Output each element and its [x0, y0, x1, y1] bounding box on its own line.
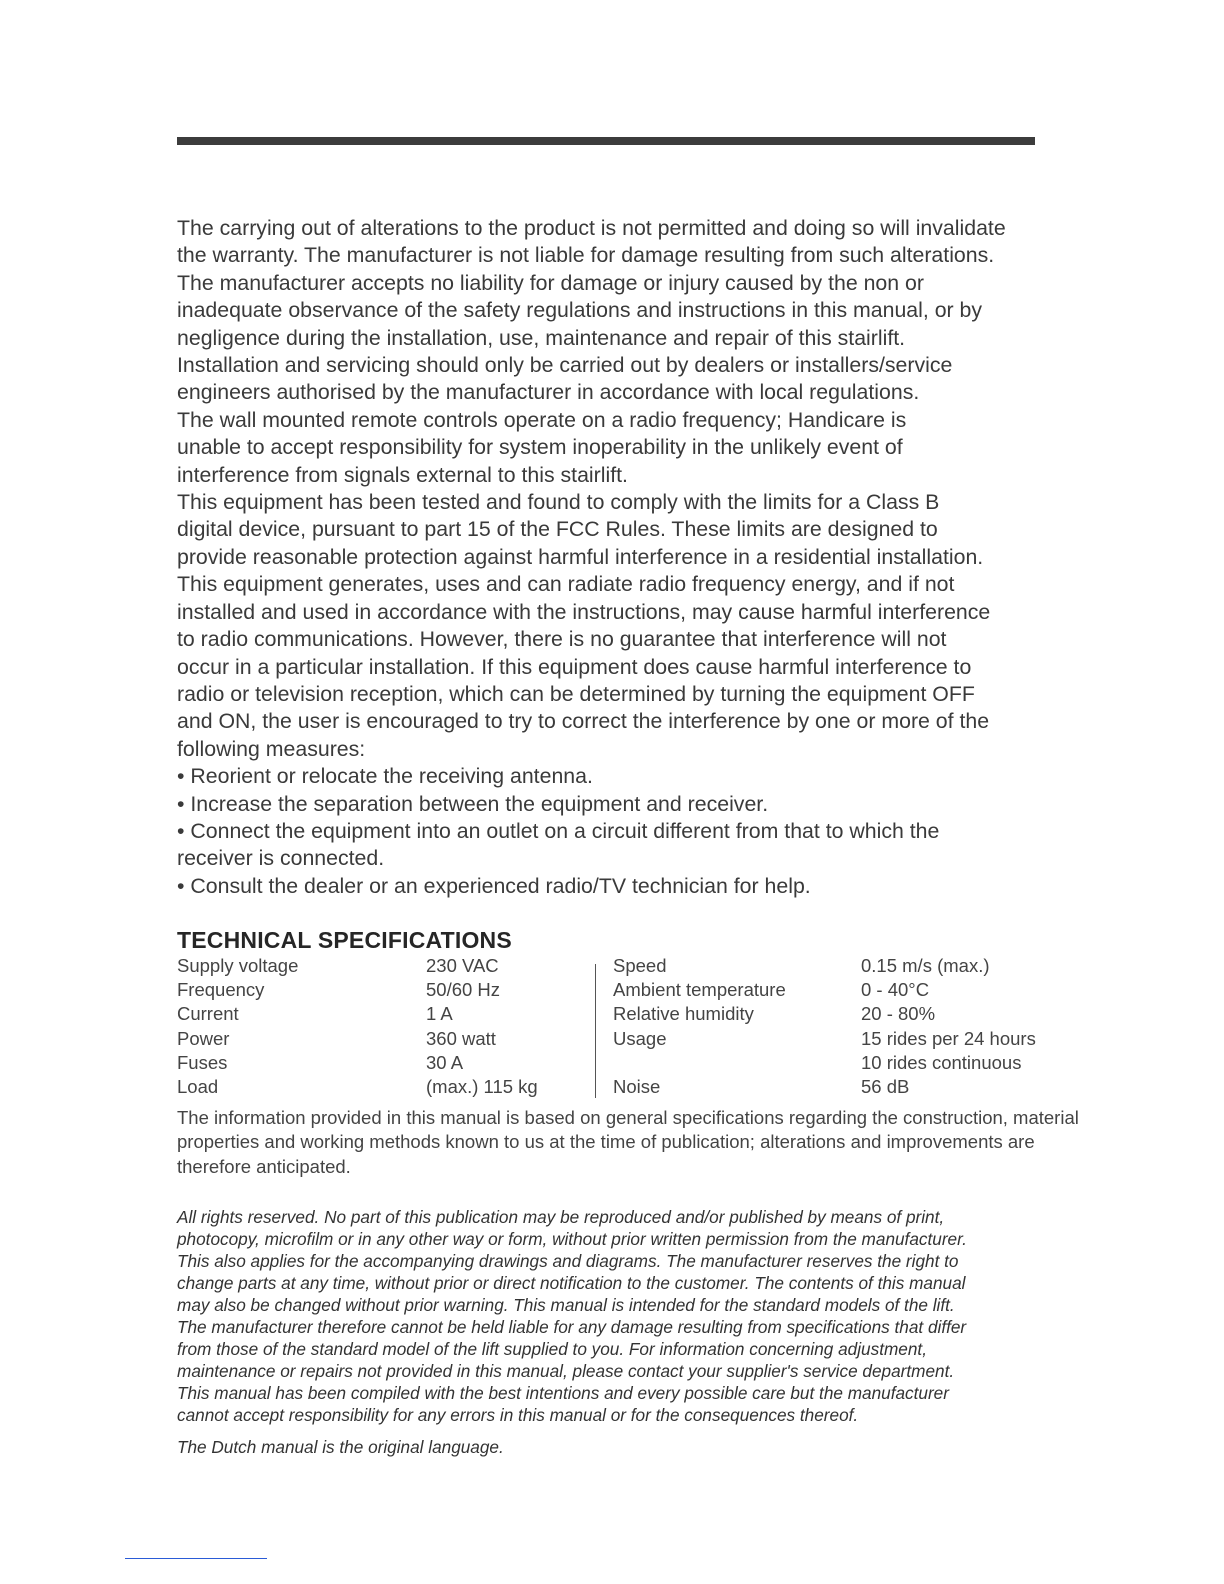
spec-label: Relative humidity [613, 1003, 754, 1025]
rights-line: This manual has been compiled with the best intentions and every possible care but the manufacturer [177, 1383, 949, 1403]
spec-value: 56 dB [861, 1075, 910, 1097]
body-paragraph [177, 791, 1047, 818]
body-paragraph [177, 873, 1047, 900]
body-line: The wall mounted remote controls operate on a radio frequency; Handicare is [177, 407, 907, 432]
spec-value: 15 rides per 24 hours [861, 1027, 1036, 1049]
body-line: interference from signals external to this stairlift. [177, 462, 628, 487]
body-line: This equipment generates, uses and can radiate radio frequency energy, and if not [177, 572, 955, 597]
spec-label: Usage [613, 1027, 667, 1049]
body-line: occur in a particular installation. If this equipment does cause harmful interference to [177, 654, 972, 679]
body-line: • Consult the dealer or an experienced radio/TV technician for help. [177, 873, 811, 898]
rights-line: cannot accept responsibility for any errors in this manual or for the consequences thereof. [177, 1405, 859, 1425]
body-line: Installation and servicing should only be carried out by dealers or installers/service [177, 353, 953, 378]
body-paragraph [177, 215, 1047, 270]
body-line: unable to accept responsibility for system inoperability in the unlikely event of [177, 435, 903, 460]
rights-line: The manufacturer therefore cannot be held liable for any damage resulting from specifications that differ [177, 1317, 967, 1337]
spec-value: 360 watt [426, 1027, 496, 1049]
top-rule [177, 137, 1035, 145]
body-line: receiver is connected. [177, 846, 385, 871]
spec-value: (max.) 115 kg [426, 1075, 538, 1097]
footer-rule [125, 1558, 267, 1559]
spec-label: Frequency [177, 979, 265, 1001]
info-text [177, 1106, 1079, 1179]
info-line: properties and working methods known to us at the time of publication; alterations and improvements are [177, 1131, 1035, 1153]
body-line: the warranty. The manufacturer is not liable for damage resulting from such alterations. [177, 243, 995, 268]
body-line: digital device, pursuant to part 15 of the FCC Rules. These limits are designed to [177, 517, 938, 542]
rights-line: All rights reserved. No part of this publication may be reproduced and/or published by means of print, [177, 1207, 945, 1227]
spec-row [177, 1027, 1047, 1051]
body-line: inadequate observance of the safety regulations and instructions in this manual, or by [177, 298, 983, 323]
spec-value: 30 A [426, 1051, 464, 1073]
spec-row [177, 1075, 1047, 1099]
body-line: • Connect the equipment into an outlet on a circuit different from that to which the [177, 818, 940, 843]
spec-value: 0.15 m/s (max.) [861, 955, 990, 976]
body-line: The manufacturer accepts no liability for damage or injury caused by the non or [177, 270, 924, 295]
body-paragraph [177, 818, 1047, 873]
body-line: negligence during the installation, use, maintenance and repair of this stairlift. [177, 325, 906, 350]
spec-label: Fuses [177, 1051, 228, 1073]
rights-line: may also be changed without prior warning. This manual is intended for the standard models of the lift. [177, 1295, 955, 1315]
body-paragraph [177, 352, 1047, 407]
dutch-note: The Dutch manual is the original language. [177, 1437, 504, 1457]
spec-value: 1 A [426, 1003, 453, 1025]
body-line: The carrying out of alterations to the product is not permitted and doing so will invalidate [177, 216, 1006, 240]
body-paragraph [177, 489, 1047, 763]
spec-value: 50/60 Hz [426, 979, 501, 1001]
spec-label: Speed [613, 955, 667, 976]
spec-label: Supply voltage [177, 955, 299, 976]
rights-text [177, 1206, 1047, 1426]
body-line: installed and used in accordance with the instructions, may cause harmful interference [177, 599, 991, 624]
rights-line: change parts at any time, without prior or direct notification to the customer. The contents of this manual [177, 1273, 966, 1293]
body-line: • Increase the separation between the equipment and receiver. [177, 791, 769, 816]
spec-value: 230 VAC [426, 955, 499, 976]
body-paragraph [177, 407, 1047, 489]
spec-label: Ambient temperature [613, 979, 786, 1001]
body-line: This equipment has been tested and found to comply with the limits for a Class B [177, 490, 940, 515]
rights-line: from those of the standard model of the lift supplied to you. For information concerning adjustment, [177, 1339, 927, 1359]
body-line: and ON, the user is encouraged to try to correct the interference by one or more of the [177, 709, 990, 734]
spec-row [177, 978, 1047, 1002]
spec-value: 0 - 40°C [861, 979, 930, 1001]
info-line: therefore anticipated. [177, 1155, 351, 1177]
body-paragraph [177, 763, 1047, 790]
body-line: radio or television reception, which can be determined by turning the equipment OFF [177, 681, 975, 706]
body-text [177, 215, 1047, 900]
specs-title: TECHNICAL SPECIFICATIONS [177, 927, 512, 953]
rights-line: This also applies for the accompanying drawings and diagrams. The manufacturer reserves the right to [177, 1251, 959, 1271]
spec-row [177, 1051, 1047, 1075]
specs-table [177, 954, 1047, 1099]
body-paragraph [177, 270, 1047, 352]
spec-value: 10 rides continuous [861, 1051, 1022, 1073]
spec-row [177, 954, 1047, 978]
rights-line: maintenance or repairs not provided in this manual, please contact your supplier's service department. [177, 1361, 955, 1381]
body-line: provide reasonable protection against harmful interference in a residential installation. [177, 544, 984, 569]
body-line: to radio communications. However, there is no guarantee that interference will not [177, 627, 947, 652]
spec-label: Current [177, 1003, 239, 1025]
body-line: following measures: [177, 736, 366, 761]
body-line: engineers authorised by the manufacturer in accordance with local regulations. [177, 380, 920, 405]
spec-value: 20 - 80% [861, 1003, 936, 1025]
body-line: • Reorient or relocate the receiving antenna. [177, 764, 593, 789]
spec-row [177, 1002, 1047, 1026]
spec-label: Noise [613, 1075, 661, 1097]
spec-label: Load [177, 1075, 219, 1097]
info-line: The information provided in this manual is based on general specifications regarding the construction, material [177, 1107, 1079, 1128]
spec-label: Power [177, 1027, 230, 1049]
rights-line: photocopy, microfilm or in any other way or form, without prior written permission from the manufacturer. [177, 1229, 967, 1249]
